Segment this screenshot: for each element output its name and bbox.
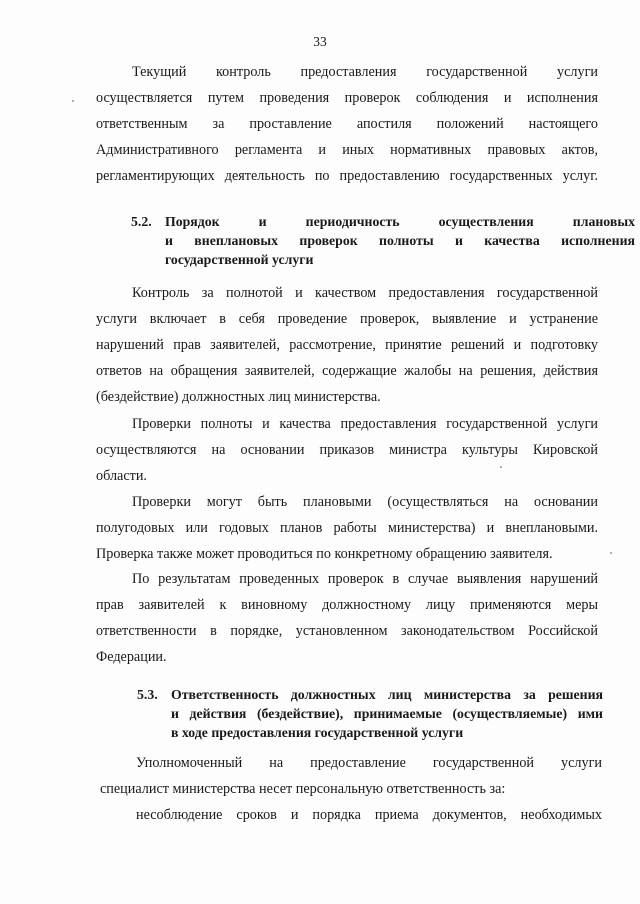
- heading-line: Ответственность должностных лиц министерства за решения: [171, 687, 603, 702]
- text-line: Административного регламента и иных нормативных правовых актов,: [96, 142, 598, 158]
- text-line: ответственности в порядке, установленном законодательством Российской: [96, 623, 598, 639]
- text-line: Федерации.: [96, 649, 167, 665]
- text-line: ответов на обращения заявителей, содержащие жалобы на решения, действия: [96, 363, 598, 379]
- page-number: 33: [313, 34, 327, 49]
- section-number: 5.2.: [131, 214, 152, 229]
- text-line: области.: [96, 468, 147, 484]
- text-line: осуществляются на основании приказов министра культуры Кировской: [96, 442, 598, 458]
- section-heading-5-2: [131, 212, 635, 269]
- paragraph-control-scope: [96, 280, 598, 410]
- text-line: полугодовых или годовых планов работы министерства) и внеплановыми.: [96, 520, 598, 536]
- scan-speck: [72, 100, 74, 102]
- section-number: 5.3.: [137, 687, 158, 702]
- text-line: Проверки могут быть плановыми (осуществляться на основании: [132, 494, 598, 510]
- scan-speck: [610, 552, 612, 554]
- text-line: Проверка также может проводиться по конкретному обращению заявителя.: [96, 546, 553, 562]
- text-line: Уполномоченный на предоставление государственной услуги: [136, 755, 602, 771]
- text-line: услуги включает в себя проведение проверок, выявление и устранение: [96, 311, 598, 327]
- text-line: ответственным за проставление апостиля положений настоящего: [96, 116, 598, 132]
- heading-line: Порядок и периодичность осуществления плановых: [165, 214, 635, 229]
- text-line: прав заявителей к виновному должностному лицу применяются меры: [96, 597, 598, 613]
- heading-line: и внеплановых проверок полноты и качества исполнения: [165, 233, 635, 248]
- scan-speck: [500, 466, 502, 468]
- text-line: специалист министерства несет персональную ответственность за:: [100, 781, 506, 797]
- text-line: Текущий контроль предоставления государственной услуги: [132, 64, 598, 80]
- paragraph-checks-basis: [96, 411, 598, 489]
- text-line: (бездействие) должностных лиц министерства.: [96, 389, 381, 405]
- text-line: нарушений прав заявителей, рассмотрение, принятие решений и подготовку: [96, 337, 598, 353]
- paragraph-check-results: [96, 566, 598, 670]
- text-line: По результатам проведенных проверок в случае выявления нарушений: [132, 571, 598, 587]
- heading-line: государственной услуги: [165, 252, 314, 267]
- text-line: несоблюдение сроков и порядка приема документов, необходимых: [136, 807, 602, 823]
- text-line: Контроль за полнотой и качеством предоставления государственной: [132, 285, 598, 301]
- text-line: Проверки полноты и качества предоставления государственной услуги: [132, 416, 598, 432]
- heading-line: и действия (бездействие), принимаемые (осуществляемые) ими: [171, 706, 603, 721]
- text-line: осуществляется путем проведения проверок соблюдения и исполнения: [96, 90, 598, 106]
- section-heading-5-3: [137, 685, 603, 742]
- text-line: регламентирующих деятельность по предоставлению государственных услуг.: [96, 168, 598, 184]
- paragraph-responsibility: [100, 750, 602, 828]
- paragraph-checks-types: [96, 489, 598, 567]
- heading-line: в ходе предоставления государственной услуги: [171, 725, 464, 740]
- paragraph-current-control: [96, 59, 598, 189]
